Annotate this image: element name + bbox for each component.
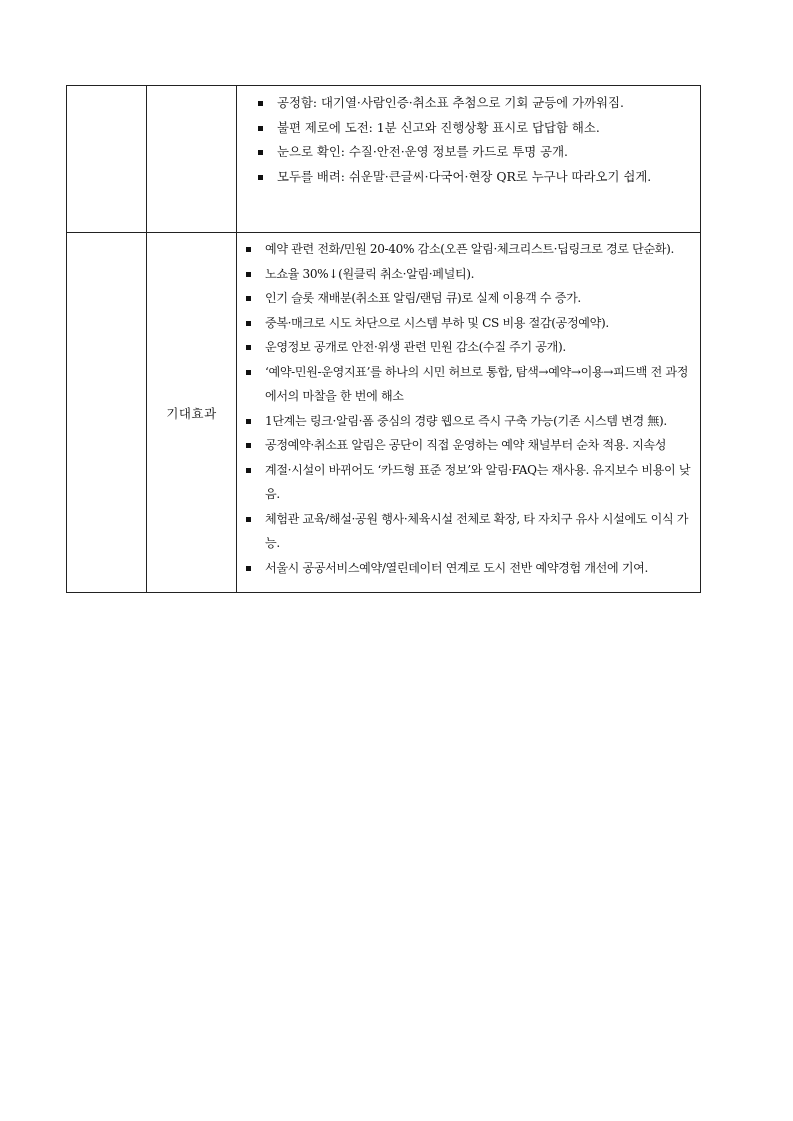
- table-row: [67, 233, 701, 593]
- list-item: 노쇼율 30%↓(원클릭 취소·알림·페널티).: [265, 262, 694, 287]
- list-item: 공정예약·취소표 알림은 공단이 직접 운영하는 예약 채널부터 순차 적용. 지속성: [265, 433, 694, 458]
- bullet-square-icon: [246, 345, 251, 350]
- bullet-list: [237, 86, 700, 193]
- bullet-square-icon: [246, 272, 251, 277]
- category-cell: [67, 86, 147, 233]
- list-item: 예약 관련 전화/민원 20-40% 감소(오픈 알림·체크리스트·딥링크로 경로 단순화).: [265, 237, 694, 262]
- list-item: 1단계는 링크·알림·폼 중심의 경량 웹으로 즉시 구축 가능(기존 시스템 변경 無).: [265, 409, 694, 434]
- table-row: [67, 86, 701, 233]
- bullet-square-icon: [258, 126, 263, 131]
- section-label: [147, 86, 237, 233]
- category-cell: [67, 233, 147, 593]
- list-item: 인기 슬롯 재배분(취소표 알림/랜덤 큐)로 실제 이용객 수 증가.: [265, 286, 694, 311]
- list-item: 공정함: 대기열·사람인증·취소표 추첨으로 기회 균등에 가까워짐.: [277, 91, 694, 116]
- bullet-square-icon: [246, 370, 251, 375]
- list-item: 불편 제로에 도전: 1분 신고와 진행상황 표시로 답답함 해소.: [277, 116, 694, 141]
- bullet-square-icon: [258, 175, 263, 180]
- section-label: 기대효과: [147, 233, 237, 593]
- bullet-square-icon: [246, 247, 251, 252]
- bullet-square-icon: [258, 101, 263, 106]
- list-item: 체험관 교육/해설·공원 행사·체육시설 전체로 확장, 타 자치구 유사 시설에도 이식 가능.: [265, 507, 694, 556]
- bullet-square-icon: [246, 296, 251, 301]
- bullet-square-icon: [246, 566, 251, 571]
- bullet-square-icon: [246, 443, 251, 448]
- bullet-square-icon: [246, 517, 251, 522]
- bullet-square-icon: [246, 468, 251, 473]
- list-item: 중복·매크로 시도 차단으로 시스템 부하 및 CS 비용 절감(공정예약).: [265, 311, 694, 336]
- content-cell: [237, 86, 701, 233]
- list-item: 계절·시설이 바뀌어도 ‘카드형 표준 정보’와 알림·FAQ는 재사용. 유지보수 비용이 낮음.: [265, 458, 694, 507]
- plan-table: [66, 85, 701, 593]
- content-cell: [237, 233, 701, 593]
- bullet-square-icon: [246, 321, 251, 326]
- list-item: 서울시 공공서비스예약/열린데이터 연계로 도시 전반 예약경험 개선에 기여.: [265, 556, 694, 581]
- bullet-list: [237, 233, 700, 592]
- list-item: 운영정보 공개로 안전·위생 관련 민원 감소(수질 주기 공개).: [265, 335, 694, 360]
- bullet-square-icon: [258, 150, 263, 155]
- list-item: 모두를 배려: 쉬운말·큰글씨·다국어·현장 QR로 누구나 따라오기 쉽게.: [277, 165, 694, 190]
- bullet-square-icon: [246, 419, 251, 424]
- list-item: 눈으로 확인: 수질·안전·운영 정보를 카드로 투명 공개.: [277, 140, 694, 165]
- list-item: ‘예약-민원-운영지표’를 하나의 시민 허브로 통합, 탐색→예약→이용→피드백 전 과정에서의 마찰을 한 번에 해소: [265, 360, 694, 409]
